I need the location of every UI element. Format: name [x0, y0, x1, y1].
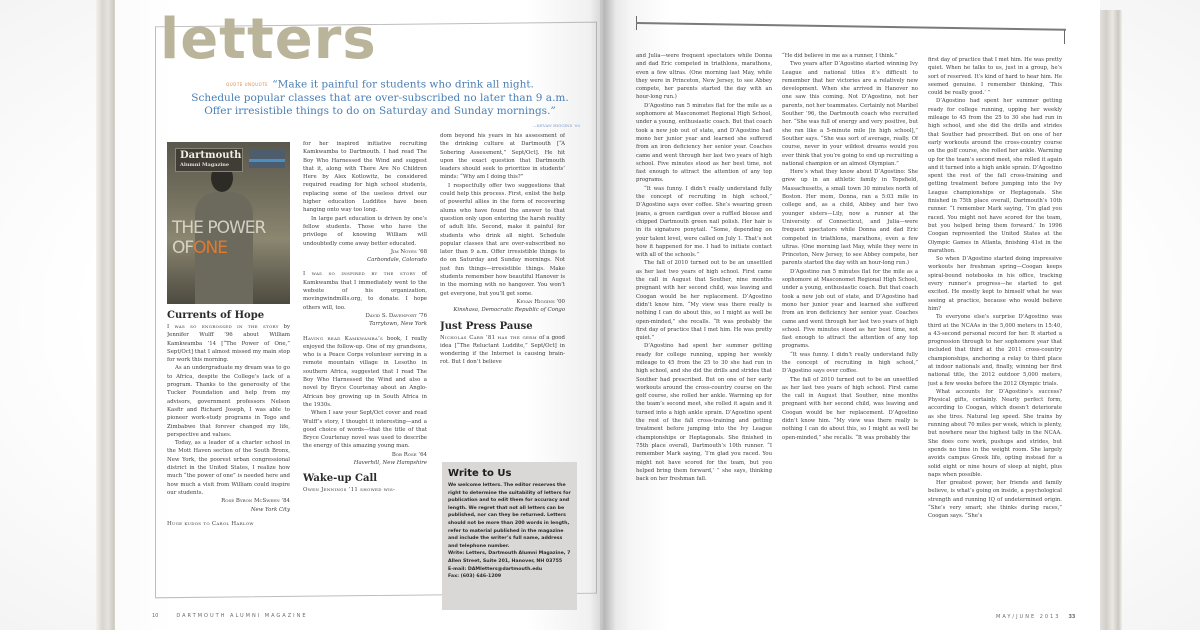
cover-masthead-title: Dartmouth [180, 150, 242, 161]
letter-lead: I was so inspired by the story [303, 271, 416, 278]
letter-paragraph: As an undergraduate my dream was to go to Africa, despite the College’s lack of a program. Thanks to the generosity of the Tucker Foundation and help from my advisors, government professors Nelson Kasfir and Richard Joseph, I was able to pioneer work-study programs in Togo and Zimbabwe that forever changed my life, perspective and values. [167, 365, 290, 438]
article-paragraph: D’Agostino ran 5 minutes flat for the mile as a sophomore at Masconomet Regional High School, under a young, enthusiastic coach. But that coach took a new job out of state, and D’Agostino had mono her junior year and learned she suffered from an iron deficiency her senior year. Coaches came and went through her last two years of high school. Five minutes stood as her best time, not fast enough to attract the attention of any top programs. [782, 268, 918, 350]
letter-paragraph: for her inspired initiative recruiting Kamkwamba to Dartmouth. I had read The Boy Who Harnessed the Wind and suggest that it, along with There Are No Children Here by Alex Kotlowitz, be considered required reading for high school students, replacing some of the useless drivel our higher education Luddites have been hanging onto way too long. [303, 141, 427, 214]
article-paragraph: “He did believe in me as a runner, I think.” [782, 53, 898, 59]
article-paragraph: “It was funny. I didn’t really understand fully the concept of recruiting in high school,” D’Agostino says over coffee. [782, 351, 918, 375]
letter-signature: David S. Davenport ’76 [365, 312, 427, 319]
write-to-us-email: E-mail: DAMletters@dartmouth.edu [448, 566, 543, 572]
cover-headline-line-2 [172, 238, 227, 258]
letter-signature: Bob Rose ’64 [391, 451, 427, 458]
letter-paragraph: I was so engrossed in the story by Jennifer Wulff ’96 about William Kamkwamba ’14 [“The Power of One,” Sept/Oct] that I almost missed my main stop for work this morning. [167, 324, 290, 364]
letter-signature: Rose Byron McSween ’84 [221, 498, 290, 505]
article-paragraph: D’Agostino had spent her summer getting ready for college running, upping her weekly mileage to 45 from the 25 to 30 she had run in high school, and she did the drills and strides that Souther had prescribed. But on one of her early workouts around the cross-country course on the golf course, she rolled her ankle. Warming up for the team’s second meet, she rolled it again and it turned into a high ankle sprain. D’Agostino spent the rest of the fall cross-training and getting treatment before jumping into the Ivy League championships or Heptagonals. She finished in 75th place overall, Dartmouth’s 10th runner. “I remember Mark saying, ‘I’m glad you raced. You might not have scored for the team, but you helped bring them forward,’ ” she says, thinking back on her freshman fall. [636, 343, 772, 483]
letter-lead: Having read Kamkwamba’s [303, 335, 384, 342]
cover-headline-of: OF [172, 238, 194, 258]
letter-lead: Nicholas Carr ’81 has the germ [440, 334, 537, 341]
letter-paragraph: Today, as a leader of a charter school in the Mott Haven section of the South Bronx, New York, the poorest urban congressional district in the United States, I realize how much “the power of one” is needed here and how much a visit from William could inspire our students. [167, 440, 290, 496]
letter-paragraph: dom beyond his years in his assessment of the drinking culture at Dartmouth [“A Sobering Assessment,” Sept/Oct]. He hit upon the exact question that Dartmouth leaders should seek to prioritize in students’ minds: “Why am I doing this?” [440, 133, 565, 181]
left-folio [152, 613, 308, 619]
article-column-2 [782, 52, 918, 442]
pull-quote [180, 78, 580, 132]
letter-location: Carbondale, Colorado [367, 257, 427, 264]
article-paragraph: D’Agostino had spent her summer getting ready for college running, upping her weekly mileage to 45 from the 25 to 30 she had run in high school, and she did the drills and strides that Souther had prescribed. But on one of her early workouts around the cross-country course on the golf course, she rolled her ankle. Warming up for the team’s second meet, she rolled it again and it turned into a high ankle sprain. D’Agostino spent the rest of the fall cross-training and getting treatment before jumping into the Ivy League championships or Heptagonals. She finished in 75th place overall, Dartmouth’s 10th runner. “I remember Mark saying, ‘I’m glad you raced. You might not have scored for the team, but you helped bring them forward.’ In 1996 Coogan represented the United States at the Olympic Games in Atlanta, finishing 41st in the marathon. [928, 98, 1062, 254]
article-paragraph: Two years after D’Agostino started winning Ivy League and national titles it’s difficult to remember that her victories are a relatively new development. When she arrived in Hanover no one saw this coming. Not D’Agostino, not her parents, not her teammates. Certainly not Maribel Souther ’96, the Dartmouth coach who recruited her. “She was full of energy and very positive, but she ran like a 5-minute mile [in high school],” Souther says. “She was sort of average, really. Of course, never in your wildest dreams would you ever think that you’re going to end up recruiting a national champion or an almost Olympian.” [782, 61, 918, 167]
right-page-number: 33 [1068, 614, 1076, 620]
left-page-number: 10 [152, 613, 159, 619]
article-paragraph: D’Agostino ran 5 minutes flat for the mile as a sophomore at Masconomet Regional High School, under a young, enthusiastic coach. But that coach took a new job out of state, and D’Agostino had mono her junior year and learned she suffered from an iron deficiency her senior year. Coaches came and went through her last two years of high school. Five minutes stood as her best time, not fast enough to attract the attention of any top programs. [636, 102, 772, 184]
article-paragraph: The fall of 2010 turned out to be an unsettled as her last two years of high school. First came the call in August that Souther, nine months pregnant with her second child, was leaving and Coogan would be her replacement. D’Agostino didn’t know him. “My view was there really is nothing I can do about this, so I might as well be open-minded,” she recalls. “It was probably the [782, 376, 918, 441]
letters-column-2 [303, 140, 427, 495]
letter-location: Kinshasa, Democratic Republic of Congo [453, 307, 565, 314]
letter-signature: Jim Noyes ’68 [390, 248, 427, 255]
letter-signature: Kevan Higgins ’00 [516, 298, 565, 305]
letter-paragraph: I was so inspired by the story of Kamkwamba that I immediately went to the website of his organization, movingwindmills.org, to donate. I hope others will, too. [303, 271, 427, 311]
letter-lead: Huge kudos to Carol Harlow [167, 520, 254, 527]
spine-gutter [590, 0, 616, 630]
cover-masthead-subtitle: Alumni Magazine [180, 162, 230, 168]
cover-tagline-stripe [249, 159, 285, 162]
letters-column-3 [440, 132, 565, 367]
letter-paragraph [167, 520, 290, 528]
publication-name: DARTMOUTH ALUMNI MAGAZINE [176, 613, 308, 619]
write-to-us-address: Write: Letters, Dartmouth Alumni Magazine, 7 Allen Street, Suite 201, Hanover, NH 03755 [448, 551, 571, 564]
letter-paragraph [303, 486, 427, 494]
article-column-1 [636, 52, 772, 483]
article-paragraph: “It was funny. I didn’t really understand fully the concept of recruiting in high school,” D’Agostino says over coffee. She’s wearing green jeans, a green cardigan over a ruffled blouse and chipped Dartmouth green nail polish. Her hair is in its signature ponytail. “Some, depending on your talent level, were called on July 1. That’s not how it happened for me. I had to initiate contact with all of the schools.” [636, 185, 772, 259]
article-paragraph: What accounts for D’Agostino’s success? Physical gifts, certainly. Nearly perfect form, according to Coogan, which doesn’t deteriorate as she tires. Natural leg speed. She trains by running about 70 miles per week, which is plenty, but nowhere near the highest tally in the NCAA. She does core work, pushups and strides, but spends no time in the weight room. She largely avoids campus Greek life, opting instead for a solid eight or nine hours of sleep at night, plus naps when possible. [928, 388, 1062, 478]
issue-date: MAY/JUNE 2013 [996, 614, 1061, 620]
letter-heading: Just Press Pause [440, 320, 533, 332]
article-column-3 [928, 56, 1062, 521]
letter-paragraph: When I saw your Sept/Oct cover and read Wulff’s story, I thought it interesting—and a good choice of words—that the title of that Bryce Courtenay novel was used to describe the energy of this amazing young man. [303, 410, 427, 450]
letters-column-1 [167, 306, 290, 528]
article-paragraph: The fall of 2010 turned out to be an unsettled as her last two years of high school. First came the call in August that Souther, nine months pregnant with her second child, was leaving and Coogan would be her replacement. D’Agostino didn’t know him. “My view was there really is nothing I can do about this, so I might as well be open-minded,” she recalls. “It was probably the first day of practice that I met him. He was pretty quiet.” [636, 260, 772, 342]
letter-location: Tarrytown, New York [369, 321, 427, 328]
cover-masthead [175, 148, 243, 172]
letter-heading: Wake-up Call [303, 473, 378, 485]
section-title: letters [160, 7, 377, 72]
article-paragraph: Her greatest power, her friends and family believe, is what’s going on inside, a psychological strength and running IQ of undetermined origin. “She’s very smart; she thinks during races,” Coogan says. “She’s [928, 480, 1062, 520]
letter-paragraph: Nicholas Carr ’81 has the germ of a good idea [“The Reluctant Luddite,” Sept/Oct] in wondering if the Internet is causing brain-rot. But I don’t believe [440, 334, 565, 366]
write-to-us-fax: Fax: (603) 646-1209 [448, 574, 502, 580]
letter-location: Haverhill, New Hampshire [353, 459, 427, 466]
article-paragraph: So when D’Agostino started doing impressive workouts her freshman spring—Coogan keeps spiral-bound notebooks in his office, tracking every runner’s progress—he started to get excited. He mostly kept to himself what he was seeing at practice, because who would believe him? [928, 256, 1062, 312]
article-paragraph: and Julia—were frequent spectators while Donna and dad Eric competed in triathlons, marathons, even a few ultras. (One morning last May, while they were in Princeton, New Jersey, to see Abbey compete, her parents started the day with an hour-long run.) [636, 53, 772, 101]
letter-lead: I was so engrossed in the story [167, 324, 279, 330]
letter-paragraph: Having read Kamkwamba’s book, I really enjoyed the follow-up. One of my grandsons, who is a Peace Corps volunteer serving in a remote mountain village in Lesotho in southern Africa, suggested that I read The Boy Who Harnessed the Wind and also a novel by Bryce Courtenay about an Anglo-African boy growing up in South Africa in the 1930s. [303, 335, 427, 408]
letter-heading: Currents of Hope [167, 310, 265, 321]
article-paragraph: To everyone else’s surprise D’Agostino was third at the NCAAs in the 5,000 meters in 15:40, a 43-second personal record for her. It started a progression through to her sophomore year that included that third at the 2011 cross-country championships, anchoring a relay to third place at indoor nationals and, finally, winning her first national title, the 2012 outdoor 5,000 meters, just a few weeks before the 2012 Olympic trials. [928, 314, 1062, 387]
pull-quote-line-2: Schedule popular classes that are over-subscribed no later than 9 a.m. [191, 91, 569, 104]
magazine-cover-image [167, 142, 290, 304]
page-stack-edge-right [1098, 10, 1122, 630]
pull-quote-attribution: —KEVAN HIGGINS ’00 [532, 122, 580, 128]
write-to-us-box [442, 462, 577, 610]
letter-paragraph: In large part education is driven by one’s fellow students. Those who have the privilege of knowing William will undoubtedly come away better educated. [303, 215, 427, 247]
letter-paragraph: I respectfully offer two suggestions that could help this process. First, enlist the help of powerful allies in the form of recovering alums who have found the answer to that question only upon entering the harsh reality of adult life. Second, make it painful for students who drink all night. Schedule popular classes that are over-subscribed no later than 9 a.m. Offer irresistible things to do on Saturday and Sunday mornings. Not just fun things—irresistible things. Make students remember how beautiful Hanover is in the morning with no hangover. You won’t get everyone, but you’ll get some. [440, 182, 565, 297]
letter-location: New York City [250, 506, 290, 513]
pull-quote-line-3: Offer irresistible things to do on Saturday and Sunday mornings.” [204, 104, 556, 117]
article-paragraph: Here’s what they know about D’Agostino: She grew up in an athletic family in Topsfield, Massachusetts, a small town 30 minutes north of Boston. Her mom, Donna, ran a 5:03 mile in college and, as a child, Abbey and her two younger sisters—Lily, now a runner at the University of Connecticut, and Julia—were frequent spectators while Donna and dad Eric competed in triathlons, marathons, even a few ultras. (One morning last May, while they were in Princeton, New Jersey, to see Abbey compete, her parents started the day with an hour-long run.) [782, 169, 918, 267]
cover-headline-line-1: THE POWER [172, 218, 266, 238]
cover-headline-one: ONE [193, 238, 228, 258]
header-rule-tick-right [1064, 30, 1065, 44]
write-to-us-heading: Write to Us [448, 468, 512, 479]
right-folio [996, 614, 1075, 620]
write-to-us-body: We welcome letters. The editor reserves the right to determine the suitability of letters for publication and to edit them for accuracy and length. We regret that not all letters can be published, nor can they be returned. Letters should not be more than 200 words in length, refer to material published in the magazine and include the writer’s full name, address and telephone number. [448, 483, 571, 549]
letter-lead: Owen Jennings ’11 showed wis- [303, 487, 396, 494]
pull-quote-line-1: “Make it painful for students who drink all night. [272, 78, 534, 91]
pull-quote-kicker: QUOTE UNQUOTE [226, 82, 269, 87]
article-paragraph: first day of practice that I met him. He was pretty quiet. When he talks to us, just in a group, he’s sort of reserved. It’s kind of hard to hear him. He seemed genuine. I remember thinking, ‘This could be really good.’ ” [928, 57, 1062, 97]
